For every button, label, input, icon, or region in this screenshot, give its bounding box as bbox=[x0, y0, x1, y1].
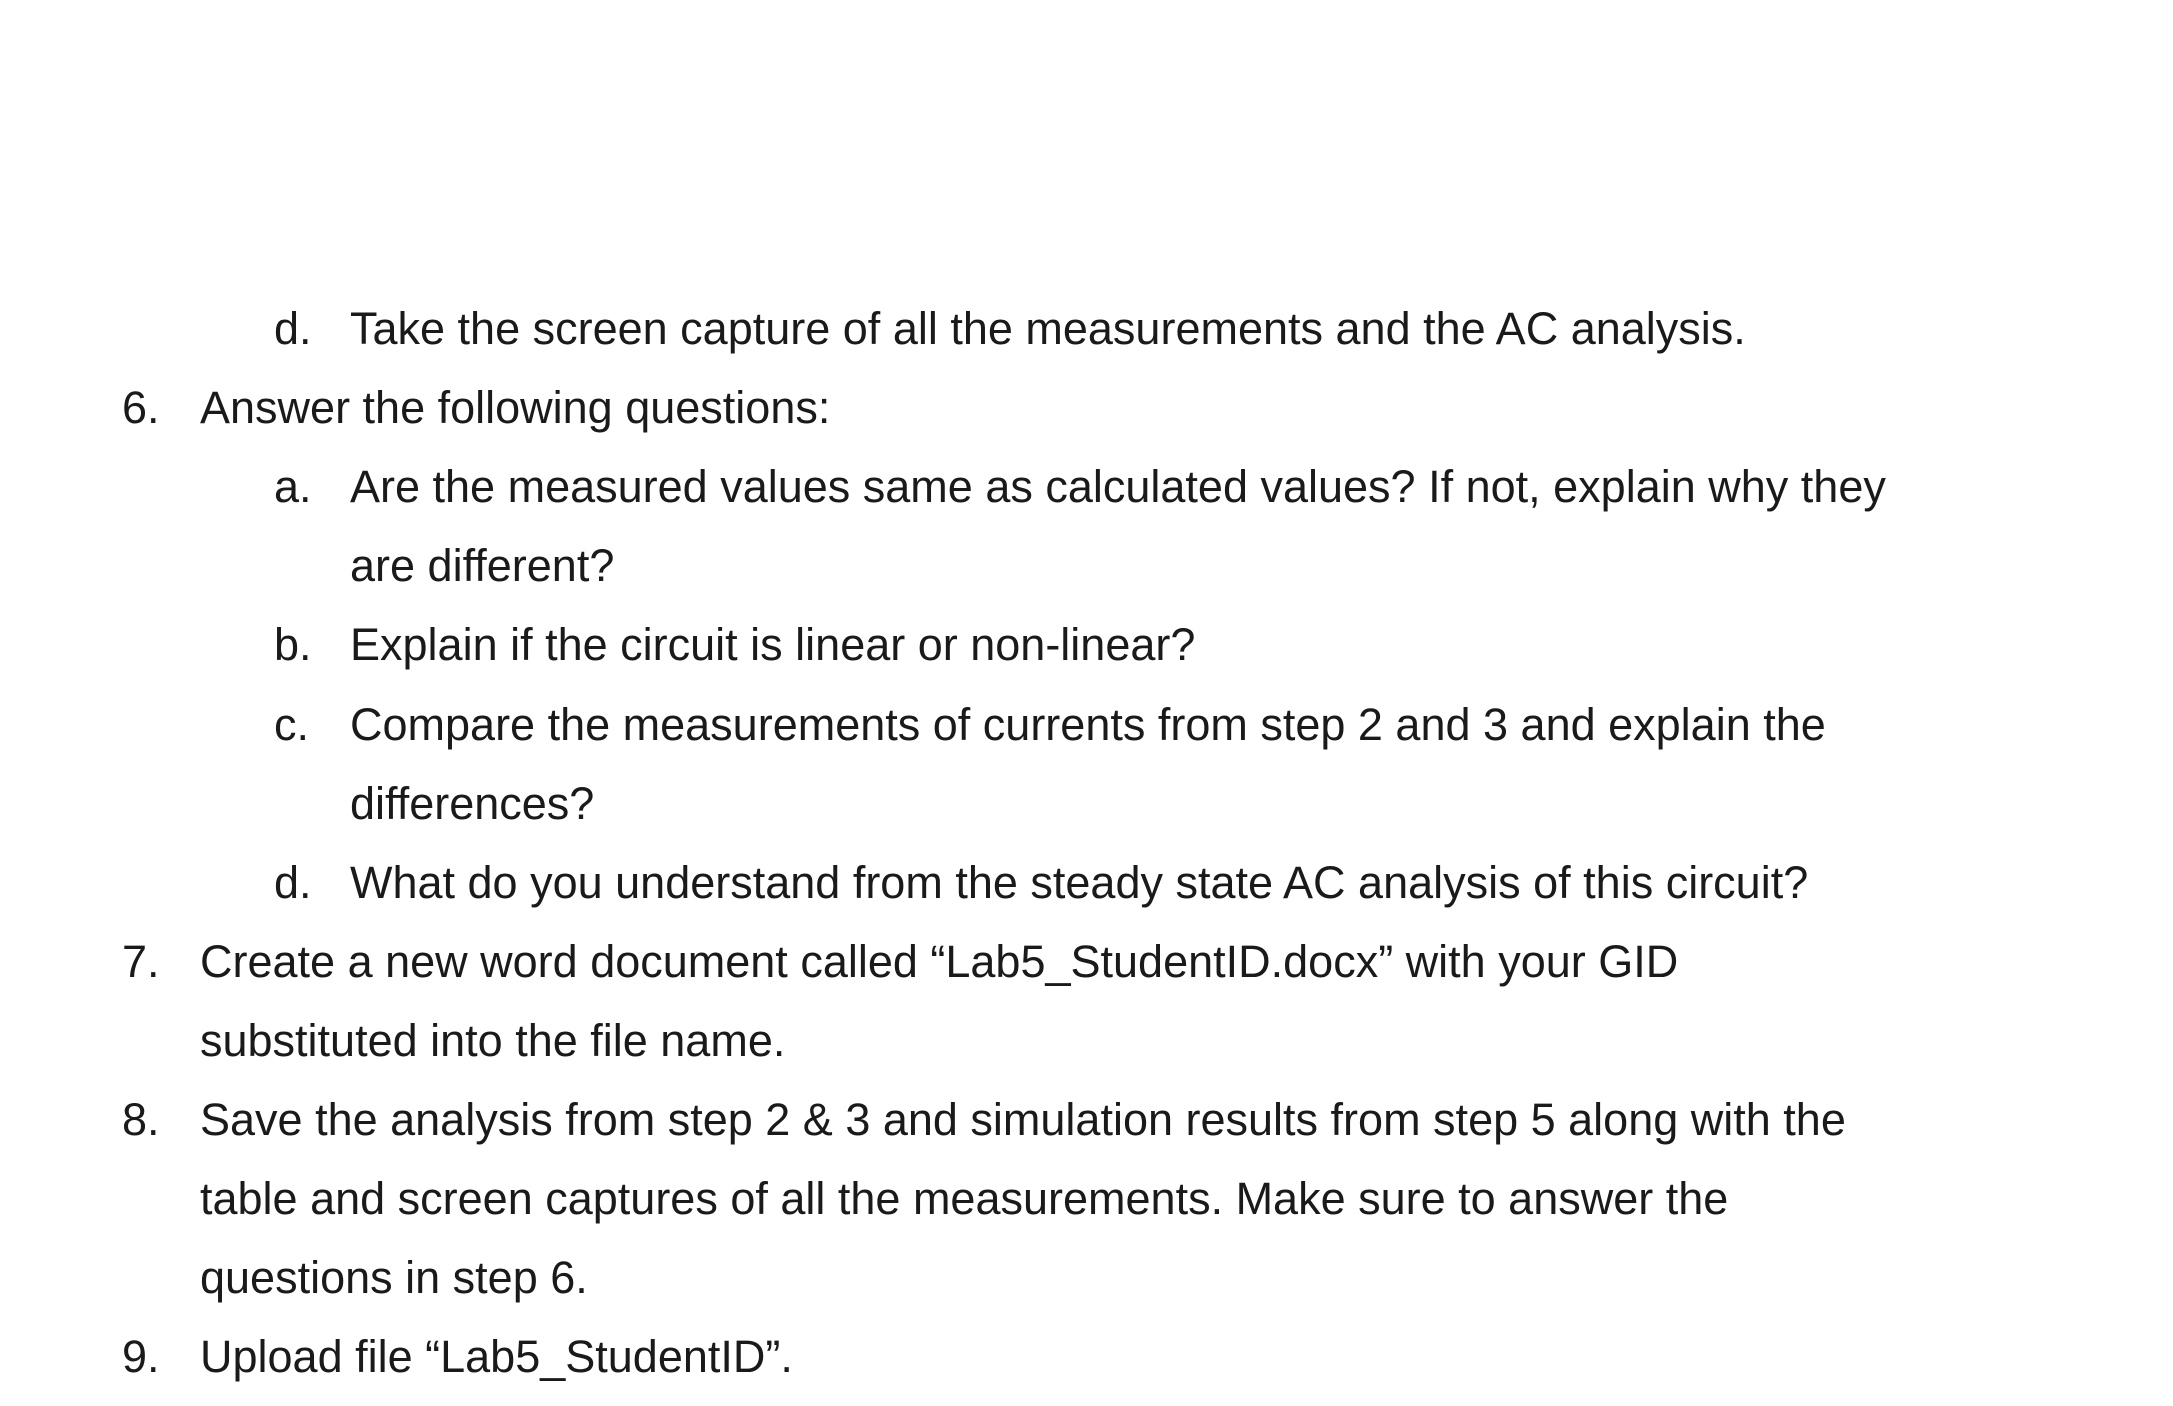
list-item-text: differences? bbox=[350, 778, 595, 829]
list-marker: d. bbox=[274, 857, 312, 908]
list-item-text: are different? bbox=[350, 540, 615, 591]
list-item-text: What do you understand from the steady state AC analysis of this circuit? bbox=[350, 857, 1809, 908]
list-marker: 9. bbox=[122, 1331, 160, 1382]
list-item-text: Create a new word document called “Lab5_StudentID.docx” with your GID bbox=[200, 936, 1679, 987]
list-item-text: Upload file “Lab5_StudentID”. bbox=[200, 1331, 793, 1382]
list-marker: b. bbox=[274, 619, 312, 670]
list-item-text: Explain if the circuit is linear or non-linear? bbox=[350, 619, 1196, 670]
list-marker: 8. bbox=[122, 1094, 160, 1145]
list-item-text: Are the measured values same as calculated values? If not, explain why they bbox=[350, 461, 1886, 512]
list-item-text: questions in step 6. bbox=[200, 1252, 588, 1303]
list-item-text: Answer the following questions: bbox=[200, 382, 831, 433]
list-item-text: Compare the measurements of currents from step 2 and 3 and explain the bbox=[350, 699, 1826, 750]
list-item-text: Save the analysis from step 2 & 3 and simulation results from step 5 along with the bbox=[200, 1094, 1846, 1145]
list-marker: 7. bbox=[122, 936, 160, 987]
list-marker: a. bbox=[274, 461, 312, 512]
list-item-text: table and screen captures of all the measurements. Make sure to answer the bbox=[200, 1173, 1729, 1224]
list-item-text: substituted into the file name. bbox=[200, 1015, 786, 1066]
list-marker: c. bbox=[274, 699, 310, 750]
list-item-text: Take the screen capture of all the measurements and the AC analysis. bbox=[350, 303, 1746, 354]
list-marker: d. bbox=[274, 303, 312, 354]
list-marker: 6. bbox=[122, 382, 160, 433]
